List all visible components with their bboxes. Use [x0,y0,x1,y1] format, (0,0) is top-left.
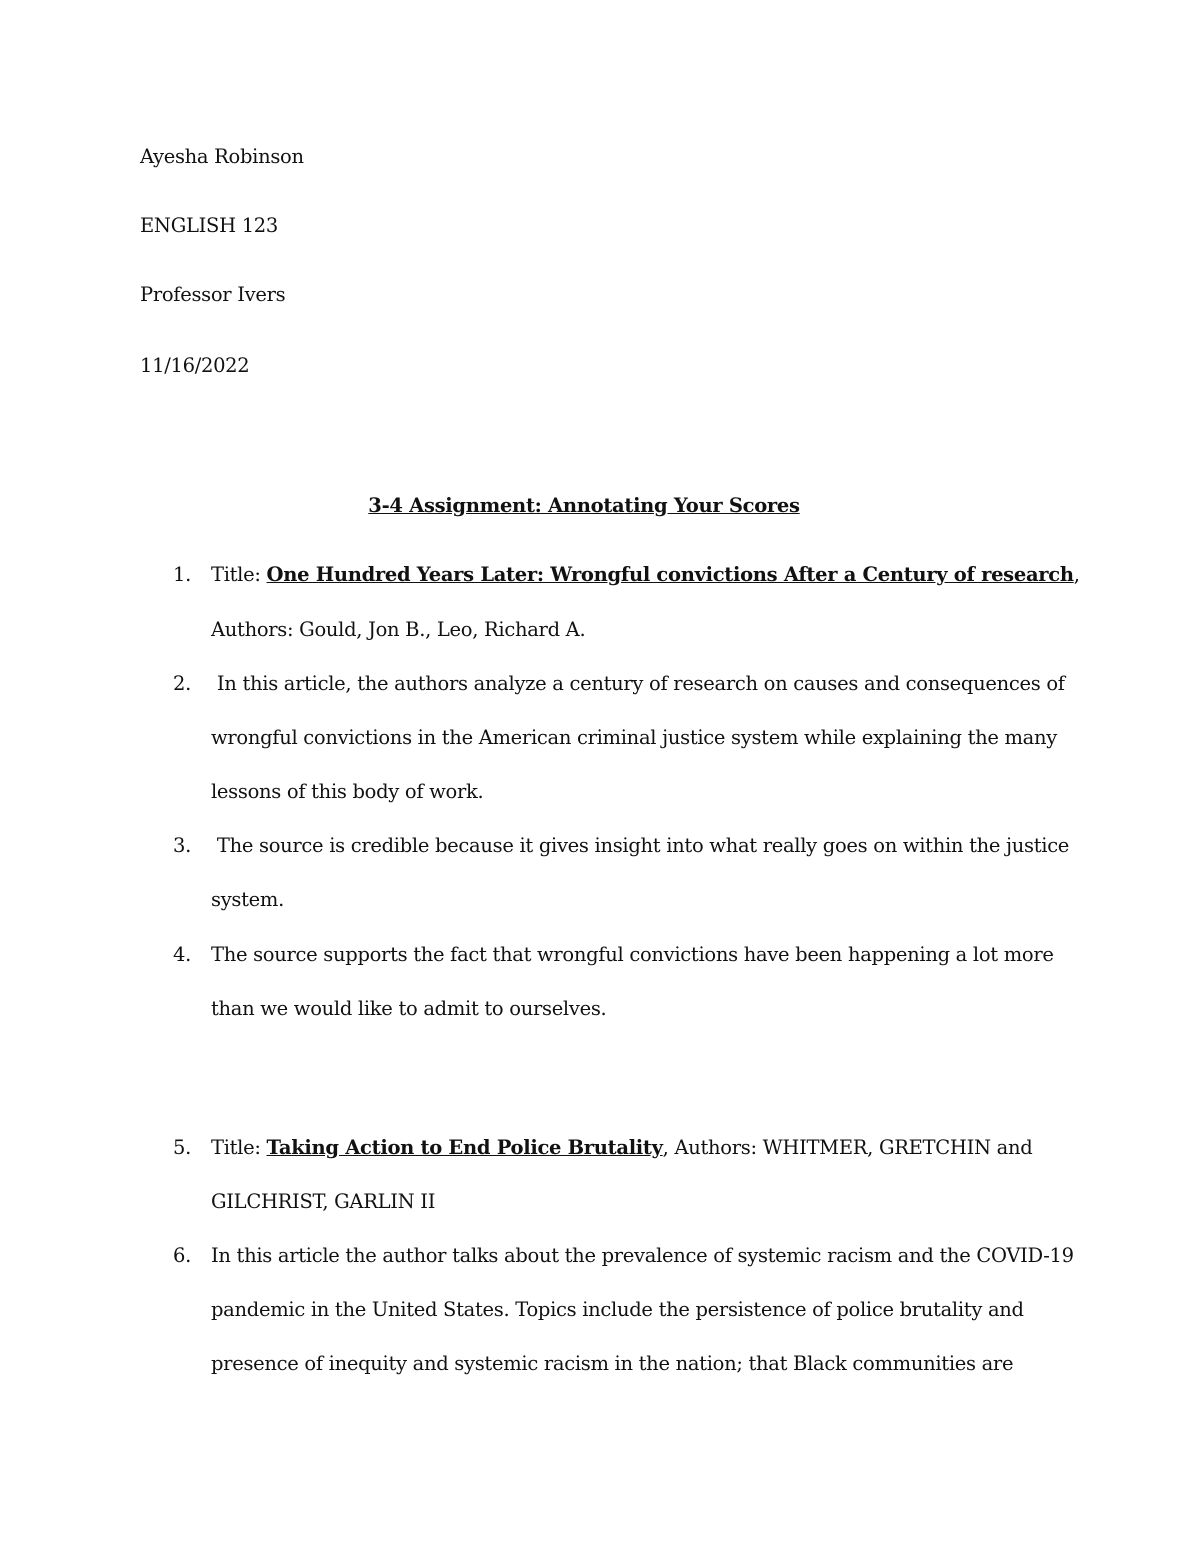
list-number: 1. [173,563,192,586]
source-title: One Hundred Years Later: Wrongful convictions After a Century of research [266,563,1074,586]
title-prefix: Title: [211,1136,267,1159]
list-item-line: The source supports the fact that wrongful convictions have been happening a lot more [211,943,1054,966]
list-number: 6. [173,1244,192,1267]
assignment-date: 11/16/2022 [140,354,250,377]
list-item-line: The source is credible because it gives insight into what really goes on within the justice [211,834,1070,857]
list-number: 5. [173,1136,192,1159]
list-item-line: lessons of this body of work. [211,780,484,803]
title-prefix: Title: [211,563,267,586]
professor-name: Professor Ivers [140,283,286,306]
list-number: 4. [173,943,192,966]
title-suffix: , [1073,563,1080,586]
document-title: 3-4 Assignment: Annotating Your Scores [368,494,800,517]
course-name: ENGLISH 123 [140,214,279,237]
list-number: 3. [173,834,192,857]
list-item-line: system. [211,888,284,911]
list-item-line [211,1136,1032,1160]
list-item-line: wrongful convictions in the American criminal justice system while explaining the many [211,726,1057,749]
list-number: 2. [173,672,192,695]
list-item-line: pandemic in the United States. Topics include the persistence of police brutality and [211,1298,1024,1321]
list-item-line [211,563,1080,587]
list-item-line: In this article, the authors analyze a century of research on causes and consequences of [211,672,1065,695]
list-item-line: presence of inequity and systemic racism in the nation; that Black communities are [211,1352,1014,1375]
student-name: Ayesha Robinson [140,145,304,168]
list-item-line: In this article the author talks about the prevalence of systemic racism and the COVID-19 [211,1244,1074,1267]
list-item-line: GILCHRIST, GARLIN II [211,1190,436,1213]
list-item-line: Authors: Gould, Jon B., Leo, Richard A. [211,618,586,641]
title-suffix: , Authors: WHITMER, GRETCHIN and [662,1136,1033,1159]
list-item-line: than we would like to admit to ourselves. [211,997,607,1020]
source-title: Taking Action to End Police Brutality [266,1136,663,1159]
